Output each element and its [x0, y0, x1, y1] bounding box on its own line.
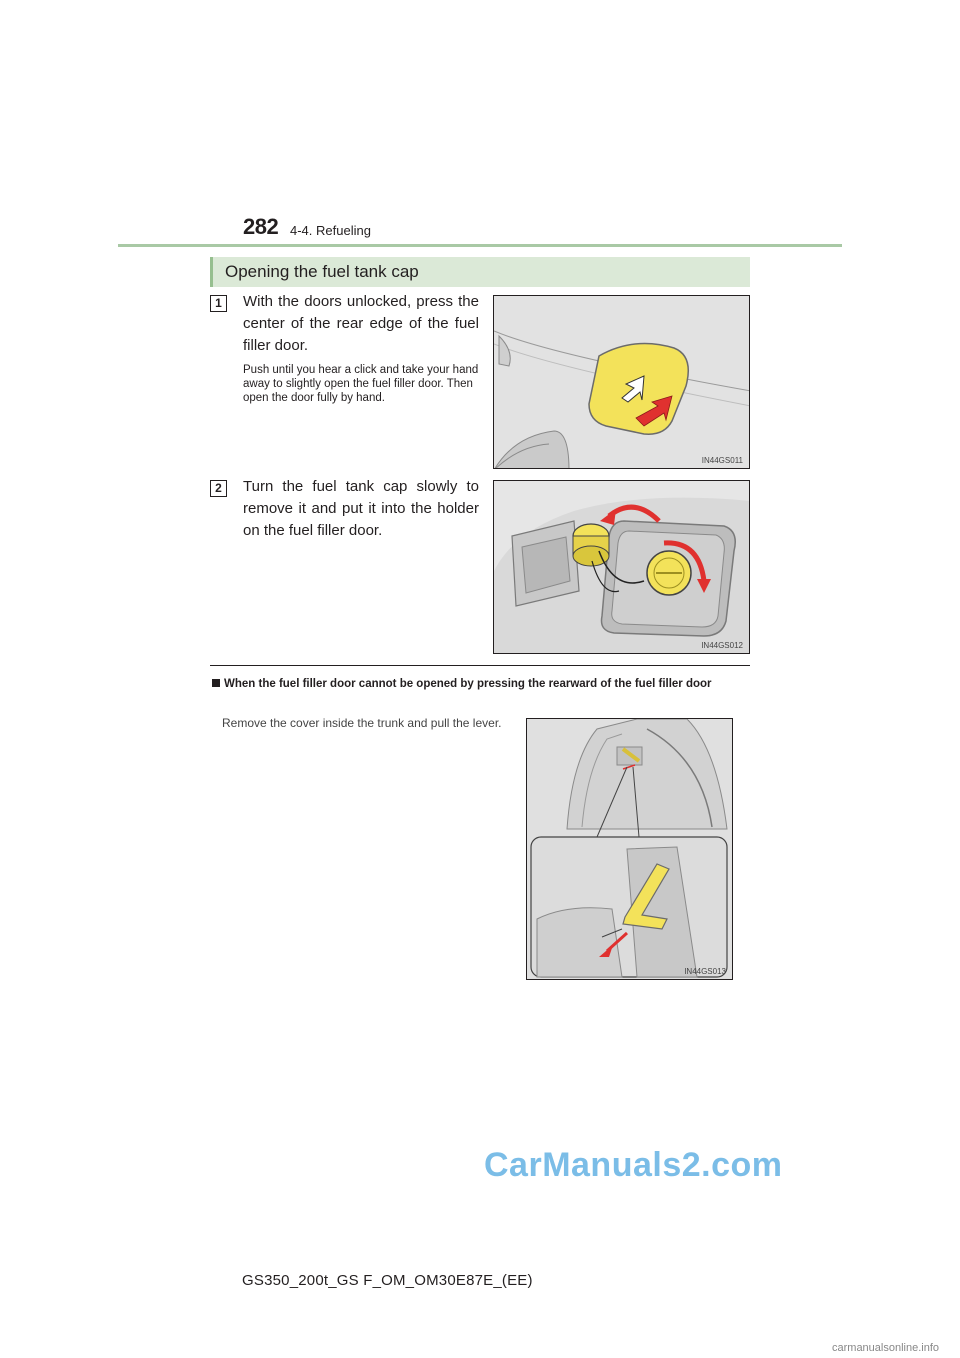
section-label: 4-4. Refueling — [290, 223, 371, 238]
fuel-cap-in-holder — [573, 524, 609, 566]
figure-fuel-filler-door — [493, 295, 750, 469]
fuel-cap-on-filler — [647, 551, 691, 595]
step-badge-2: 2 — [210, 480, 227, 497]
figure-code: IN44GS011 — [701, 456, 743, 465]
step-badge-1: 1 — [210, 295, 227, 312]
header-rule — [118, 244, 842, 247]
figure-trunk-lever — [526, 718, 733, 980]
watermark-site: carmanualsonline.info — [832, 1342, 940, 1354]
note-heading: When the fuel filler door cannot be opened by pressing the rearward of the fuel filler door — [212, 678, 750, 691]
figure-fuel-cap — [493, 480, 750, 654]
section-title-bar — [210, 257, 750, 287]
step-1-subtext: Push until you hear a click and take your hand away to slightly open the fuel filler door. Then open the door fully by hand. — [243, 364, 479, 404]
footer-doc-code: GS350_200t_GS F_OM_OM30E87E_(EE) — [242, 1272, 533, 1289]
figure-code: IN44GS012 — [701, 641, 743, 650]
figure-code: IN44GS013 — [684, 967, 726, 976]
watermark: CarManuals2.com — [484, 1146, 783, 1184]
step-1-text: With the doors unlocked, press the center of the rear edge of the fuel filler door. — [243, 293, 479, 354]
page-number: 282 — [243, 214, 279, 239]
note-body: Remove the cover inside the trunk and pull the lever. — [222, 716, 502, 730]
section-title: Opening the fuel tank cap — [225, 262, 419, 281]
square-bullet-icon — [212, 679, 220, 687]
divider — [210, 665, 750, 666]
step-2-text: Turn the fuel tank cap slowly to remove it and put it into the holder on the fuel filler door. — [243, 478, 479, 539]
